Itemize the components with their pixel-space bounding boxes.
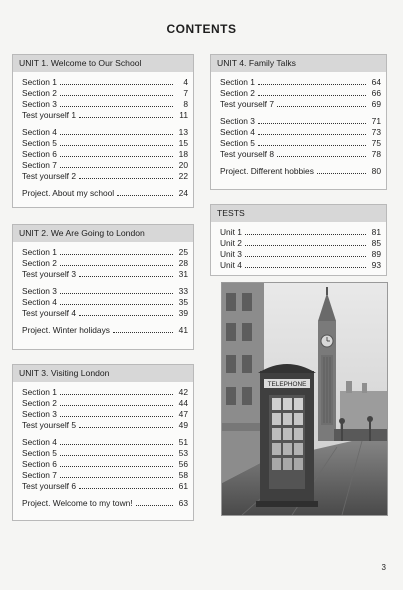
toc-entry-label: Section 7	[22, 160, 57, 170]
toc-entry-page: 31	[178, 269, 188, 279]
london-street-photo	[221, 282, 388, 516]
toc-entry	[22, 286, 188, 297]
unit-4-panel	[210, 54, 387, 190]
page-number: 3	[381, 563, 386, 572]
tests-toc	[211, 222, 386, 276]
toc-entry-page: 64	[371, 77, 381, 87]
toc-entry-label: Unit 4	[220, 260, 242, 270]
toc-entry-page: 33	[178, 286, 188, 296]
toc-entry-label: Test yourself 5	[22, 420, 76, 430]
london-phone-booth-illustration	[222, 283, 387, 515]
toc-entry-page: 42	[178, 387, 188, 397]
unit-1-toc	[13, 72, 193, 204]
toc-entry-label: Test yourself 7	[220, 99, 274, 109]
toc-entry-page: 80	[371, 166, 381, 176]
toc-entry	[22, 448, 188, 459]
toc-entry-page: 39	[178, 308, 188, 318]
dot-leader	[60, 128, 173, 135]
toc-entry	[22, 387, 188, 398]
toc-entry-page: 93	[371, 260, 381, 270]
toc-entry	[22, 470, 188, 481]
unit-4-header: UNIT 4. Family Talks	[211, 55, 386, 72]
toc-entry-page: 75	[371, 138, 381, 148]
toc-entry-page: 4	[183, 77, 188, 87]
dot-leader	[277, 100, 366, 107]
toc-entry-page: 53	[178, 448, 188, 458]
toc-entry-page: 22	[178, 171, 188, 181]
dot-leader	[258, 78, 366, 85]
dot-leader	[60, 471, 173, 478]
toc-entry-page: 13	[178, 127, 188, 137]
unit-2-header: UNIT 2. We Are Going to London	[13, 225, 193, 242]
dot-leader	[60, 287, 173, 294]
toc-entry-page: 25	[178, 247, 188, 257]
toc-entry	[22, 498, 188, 509]
toc-entry-label: Section 4	[220, 127, 255, 137]
toc-entry-label: Unit 3	[220, 249, 242, 259]
toc-entry	[22, 247, 188, 258]
dot-leader	[60, 139, 173, 146]
toc-entry	[220, 99, 381, 110]
toc-entry-label: Section 5	[22, 448, 57, 458]
dot-leader	[79, 172, 173, 179]
toc-entry-label: Section 4	[22, 437, 57, 447]
toc-entry	[22, 459, 188, 470]
toc-entry	[220, 260, 381, 271]
toc-entry-page: 81	[371, 227, 381, 237]
toc-entry	[22, 171, 188, 182]
dot-leader	[258, 89, 366, 96]
toc-entry	[220, 249, 381, 260]
toc-entry-page: 69	[371, 99, 381, 109]
toc-entry-label: Section 6	[22, 149, 57, 159]
toc-entry-label: Section 7	[22, 470, 57, 480]
unit-3-panel	[12, 364, 194, 521]
dot-leader	[79, 111, 173, 118]
dot-leader	[136, 499, 173, 506]
toc-entry-label: Test yourself 1	[22, 110, 76, 120]
dot-leader	[60, 78, 173, 85]
toc-entry-label: Section 4	[22, 297, 57, 307]
toc-entry-page: 11	[179, 110, 188, 120]
toc-entry	[220, 149, 381, 160]
toc-entry-page: 71	[371, 116, 381, 126]
toc-entry-page: 89	[371, 249, 381, 259]
toc-entry-label: Test yourself 6	[22, 481, 76, 491]
toc-entry-page: 41	[178, 325, 188, 335]
toc-entry-label: Unit 1	[220, 227, 242, 237]
toc-entry-page: 8	[183, 99, 188, 109]
toc-entry-label: Section 5	[22, 138, 57, 148]
toc-entry	[22, 481, 188, 492]
dot-leader	[60, 388, 173, 395]
dot-leader	[60, 298, 173, 305]
tests-header: TESTS	[211, 205, 386, 222]
toc-entry	[22, 188, 188, 199]
toc-entry-label: Section 4	[22, 127, 57, 137]
dot-leader	[60, 100, 173, 107]
unit-2-panel	[12, 224, 194, 350]
toc-entry-page: 56	[178, 459, 188, 469]
toc-entry-page: 61	[178, 481, 188, 491]
toc-entry-label: Test yourself 3	[22, 269, 76, 279]
dot-leader	[245, 250, 366, 257]
dot-leader	[317, 167, 366, 174]
toc-entry-label: Section 2	[22, 258, 57, 268]
toc-entry-label: Project. Winter holidays	[22, 325, 110, 335]
unit-1-panel	[12, 54, 194, 208]
toc-entry-page: 85	[371, 238, 381, 248]
toc-entry	[22, 88, 188, 99]
toc-entry	[22, 77, 188, 88]
toc-entry-label: Section 1	[22, 387, 57, 397]
unit-1-header: UNIT 1. Welcome to Our School	[13, 55, 193, 72]
unit-2-toc	[13, 242, 193, 341]
dot-leader	[60, 89, 173, 96]
toc-entry	[22, 110, 188, 121]
toc-entry	[220, 138, 381, 149]
dot-leader	[258, 128, 366, 135]
dot-leader	[60, 460, 173, 467]
toc-entry	[220, 116, 381, 127]
toc-entry-label: Section 3	[220, 116, 255, 126]
toc-entry-label: Section 6	[22, 459, 57, 469]
toc-entry	[220, 166, 381, 177]
booth-sign-text: TELEPHONE	[267, 381, 307, 388]
toc-entry	[22, 258, 188, 269]
toc-entry	[220, 88, 381, 99]
tests-panel	[210, 204, 387, 276]
toc-entry	[22, 160, 188, 171]
dot-leader	[79, 270, 173, 277]
toc-entry	[22, 127, 188, 138]
dot-leader	[60, 161, 173, 168]
toc-entry	[22, 297, 188, 308]
toc-entry	[22, 409, 188, 420]
toc-entry-page: 47	[178, 409, 188, 419]
toc-entry-page: 15	[178, 138, 188, 148]
toc-entry	[22, 437, 188, 448]
unit-3-header: UNIT 3. Visiting London	[13, 365, 193, 382]
toc-entry-page: 66	[371, 88, 381, 98]
toc-entry-label: Section 3	[22, 99, 57, 109]
dot-leader	[245, 239, 366, 246]
dot-leader	[117, 189, 173, 196]
dot-leader	[60, 399, 173, 406]
toc-entry-label: Test yourself 4	[22, 308, 76, 318]
toc-entry-label: Project. Welcome to my town!	[22, 498, 133, 508]
toc-entry	[220, 227, 381, 238]
toc-entry-label: Section 1	[22, 247, 57, 257]
toc-entry	[220, 77, 381, 88]
dot-leader	[60, 150, 173, 157]
toc-entry-label: Section 2	[22, 88, 57, 98]
unit-4-toc	[211, 72, 386, 182]
toc-entry-page: 28	[178, 258, 188, 268]
dot-leader	[258, 139, 366, 146]
toc-entry	[22, 420, 188, 431]
dot-leader	[60, 410, 173, 417]
toc-entry-page: 58	[178, 470, 188, 480]
toc-entry	[22, 325, 188, 336]
toc-entry	[22, 398, 188, 409]
toc-entry-label: Section 5	[220, 138, 255, 148]
unit-3-toc	[13, 382, 193, 514]
dot-leader	[113, 326, 173, 333]
dot-leader	[277, 150, 366, 157]
toc-entry-label: Unit 2	[220, 238, 242, 248]
toc-entry-page: 78	[371, 149, 381, 159]
dot-leader	[245, 228, 366, 235]
toc-entry-label: Section 3	[22, 286, 57, 296]
toc-entry-page: 49	[178, 420, 188, 430]
toc-entry-page: 7	[183, 88, 188, 98]
toc-entry-label: Section 2	[220, 88, 255, 98]
dot-leader	[60, 449, 173, 456]
dot-leader	[60, 248, 173, 255]
dot-leader	[60, 259, 173, 266]
dot-leader	[60, 438, 173, 445]
toc-entry-label: Section 1	[220, 77, 255, 87]
toc-entry	[22, 269, 188, 280]
toc-entry-page: 51	[178, 437, 188, 447]
toc-entry	[220, 127, 381, 138]
toc-entry-label: Project. About my school	[22, 188, 115, 198]
toc-entry-page: 24	[178, 188, 188, 198]
toc-entry-page: 35	[178, 297, 188, 307]
toc-entry	[22, 308, 188, 319]
toc-entry-label: Section 1	[22, 77, 57, 87]
toc-entry-label: Project. Different hobbies	[220, 166, 314, 176]
toc-entry-page: 73	[371, 127, 381, 137]
page-title: CONTENTS	[166, 22, 237, 36]
dot-leader	[245, 261, 366, 268]
dot-leader	[79, 482, 173, 489]
toc-entry	[22, 138, 188, 149]
dot-leader	[79, 421, 173, 428]
toc-entry	[22, 149, 188, 160]
toc-entry-page: 44	[178, 398, 188, 408]
toc-entry	[220, 238, 381, 249]
toc-entry-label: Section 3	[22, 409, 57, 419]
toc-entry-page: 63	[178, 498, 188, 508]
dot-leader	[258, 117, 366, 124]
toc-entry-label: Section 2	[22, 398, 57, 408]
toc-entry-label: Test yourself 8	[220, 149, 274, 159]
toc-entry-label: Test yourself 2	[22, 171, 76, 181]
toc-entry-page: 20	[178, 160, 188, 170]
toc-entry-page: 18	[178, 149, 188, 159]
dot-leader	[79, 309, 173, 316]
toc-entry	[22, 99, 188, 110]
